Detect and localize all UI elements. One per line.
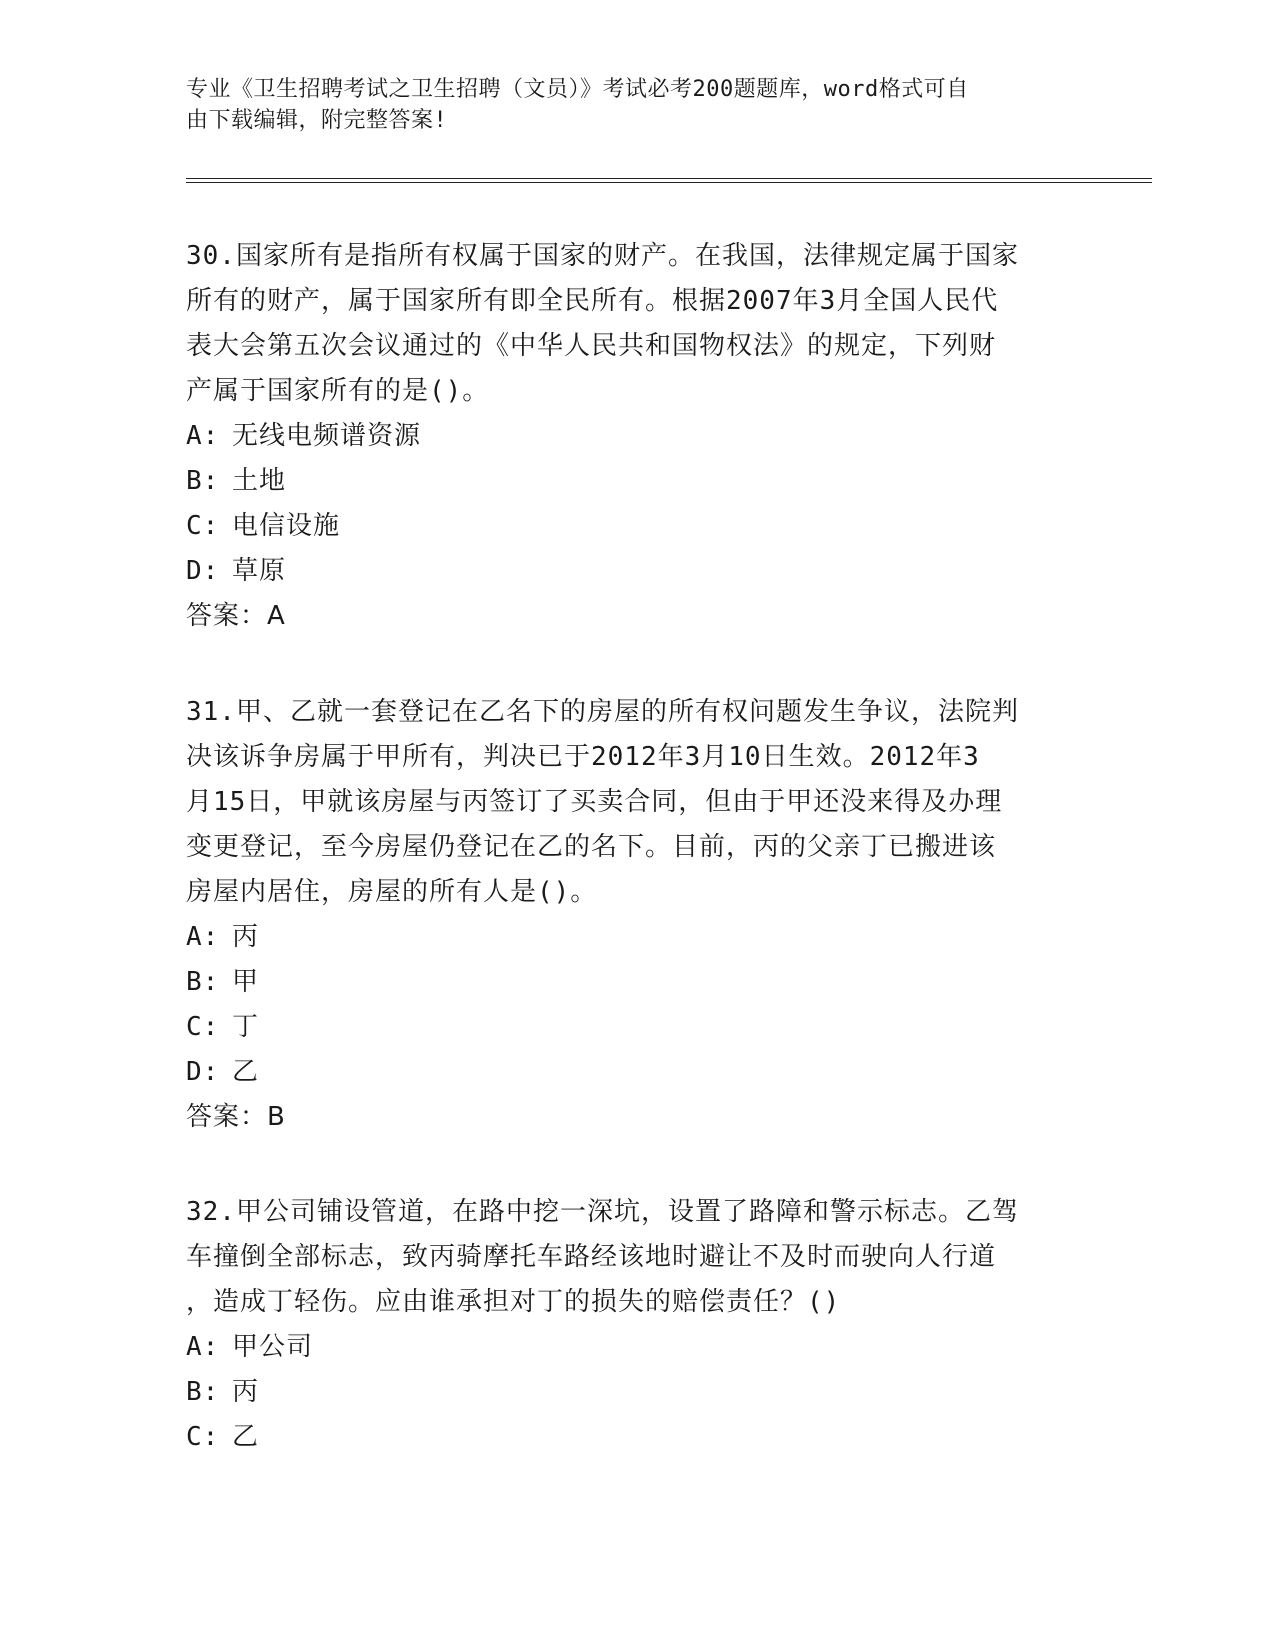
header-divider-top bbox=[186, 178, 1152, 179]
question-text-line: 30.国家所有是指所有权属于国家的财产。在我国，法律规定属于国家 bbox=[186, 241, 1019, 271]
option-c bbox=[186, 1415, 1086, 1460]
option-letter: C: bbox=[186, 1012, 220, 1042]
option-letter: B: bbox=[186, 466, 220, 496]
option-text: 电信设施 bbox=[232, 511, 341, 541]
option-text: 无线电频谱资源 bbox=[232, 421, 422, 451]
answer-label: 答案：A bbox=[186, 601, 286, 631]
option-letter: A: bbox=[186, 1332, 220, 1362]
option-text: 土地 bbox=[232, 466, 287, 496]
answer-label: 答案：B bbox=[186, 1102, 286, 1132]
question-32 bbox=[186, 1190, 1086, 1460]
question-31 bbox=[186, 690, 1086, 1140]
option-letter: C: bbox=[186, 511, 220, 541]
document-header bbox=[186, 74, 1066, 136]
header-line-2: 由下载编辑，附完整答案! bbox=[186, 108, 448, 133]
option-c bbox=[186, 1005, 1086, 1050]
option-letter: D: bbox=[186, 1057, 220, 1087]
option-c bbox=[186, 504, 1086, 549]
option-b bbox=[186, 1370, 1086, 1415]
option-text: 丙 bbox=[232, 1377, 260, 1407]
option-letter: A: bbox=[186, 922, 220, 952]
option-text: 草原 bbox=[232, 556, 287, 586]
option-a bbox=[186, 1325, 1086, 1370]
option-text: 乙 bbox=[232, 1057, 260, 1087]
option-text: 甲 bbox=[232, 967, 260, 997]
option-a bbox=[186, 915, 1086, 960]
question-text-line: 所有的财产，属于国家所有即全民所有。根据2007年3月全国人民代 bbox=[186, 286, 999, 316]
question-text-line: 表大会第五次会议通过的《中华人民共和国物权法》的规定，下列财 bbox=[186, 331, 997, 361]
option-a bbox=[186, 414, 1086, 459]
header-line-1: 专业《卫生招聘考试之卫生招聘（文员）》考试必考200题题库，word格式可自 bbox=[186, 77, 969, 102]
option-letter: C: bbox=[186, 1422, 220, 1452]
question-30 bbox=[186, 234, 1086, 639]
option-text: 乙 bbox=[232, 1422, 260, 1452]
question-text-line: ，造成丁轻伤。应由谁承担对丁的损失的赔偿责任？() bbox=[186, 1287, 841, 1317]
option-d bbox=[186, 549, 1086, 594]
question-text-line: 房屋内居住，房屋的所有人是()。 bbox=[186, 877, 598, 907]
question-text-line: 31.甲、乙就一套登记在乙名下的房屋的所有权问题发生争议，法院判 bbox=[186, 697, 1019, 727]
option-letter: A: bbox=[186, 421, 220, 451]
question-text-line: 产属于国家所有的是()。 bbox=[186, 376, 490, 406]
option-d bbox=[186, 1050, 1086, 1095]
option-text: 甲公司 bbox=[232, 1332, 314, 1362]
option-b bbox=[186, 960, 1086, 1005]
option-letter: B: bbox=[186, 967, 220, 997]
option-letter: D: bbox=[186, 556, 220, 586]
option-text: 丙 bbox=[232, 922, 260, 952]
option-text: 丁 bbox=[232, 1012, 260, 1042]
question-text-line: 车撞倒全部标志，致丙骑摩托车路经该地时避让不及时而驶向人行道 bbox=[186, 1242, 997, 1272]
header-divider-bottom bbox=[186, 182, 1152, 183]
question-text-line: 决该诉争房属于甲所有，判决已于2012年3月10日生效。2012年3 bbox=[186, 742, 980, 772]
question-text-line: 32.甲公司铺设管道，在路中挖一深坑，设置了路障和警示标志。乙驾 bbox=[186, 1197, 1019, 1227]
question-text-line: 月15日，甲就该房屋与丙签订了买卖合同，但由于甲还没来得及办理 bbox=[186, 787, 1003, 817]
option-b bbox=[186, 459, 1086, 504]
option-letter: B: bbox=[186, 1377, 220, 1407]
question-text-line: 变更登记，至今房屋仍登记在乙的名下。目前，丙的父亲丁已搬进该 bbox=[186, 832, 997, 862]
